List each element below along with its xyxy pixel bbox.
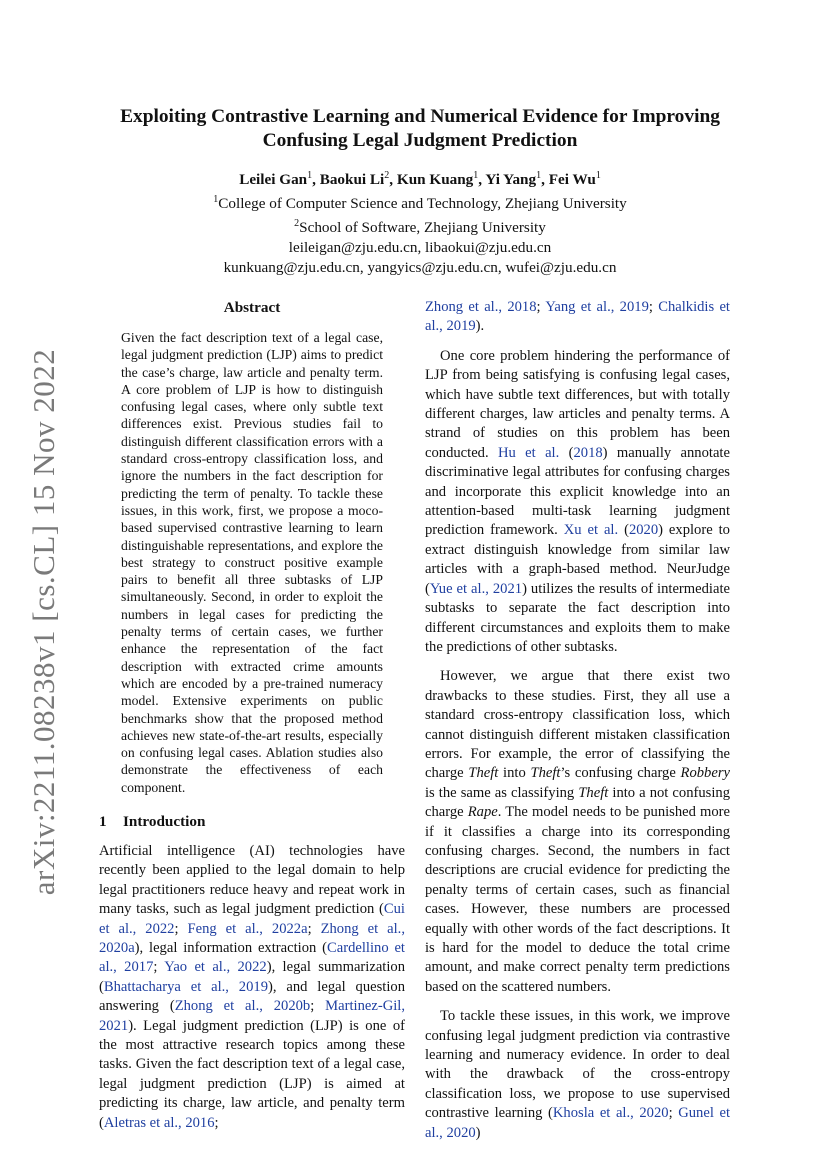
italic-term: Rape <box>467 804 498 821</box>
author-name: Yi Yang <box>485 171 537 189</box>
intro-paragraph-3 <box>425 667 730 997</box>
text-run: ; <box>214 1114 219 1131</box>
citation-link[interactable]: Zhong et al., 2018 <box>425 299 537 315</box>
text-run: ). <box>475 318 485 335</box>
citation-link[interactable]: Gunel et al., 2020 <box>425 1105 731 1141</box>
text-run: is the same as classifying <box>425 784 579 801</box>
affiliation-1-sup: 1 <box>213 194 219 206</box>
italic-term: Theft <box>468 765 499 782</box>
text-run: ( <box>618 522 629 539</box>
text-run: ( <box>559 444 574 461</box>
citation-link[interactable]: Yang et al., 2019 <box>545 299 649 315</box>
text-run: However, we argue that there exist two drawbacks to these studies. First, they all use a standard cross-entropy classification loss, which cannot distinguish different mistaken classification errors. For example, the error of classifying the charge <box>425 668 730 782</box>
citation-link[interactable]: Cardellino et al., 2017 <box>99 940 405 976</box>
arxiv-sidebar <box>22 348 66 896</box>
email-line-1: leileigan@zju.edu.cn, libaokui@zju.edu.cn <box>288 239 552 257</box>
author-separator: , <box>312 171 320 189</box>
author-name: Leilei Gan <box>239 171 308 189</box>
text-run: ), and legal question answering ( <box>99 978 405 1015</box>
author-name: Kun Kuang <box>396 171 474 189</box>
text-run: into <box>498 765 531 782</box>
citation-link[interactable]: Hu et al. <box>497 444 560 461</box>
text-run: ). Legal judgment prediction (LJP) is one of the most attractive research topics among these tasks. Given the fact description text of a legal case, legal judgment prediction (LJP) is aimed at predicting its charge, law article, and penalty term ( <box>99 1017 405 1131</box>
text-run: ; <box>668 1105 679 1122</box>
text-run: . The model needs to be punished more if it classifies a charge into its corresponding confusing charges. Second, the numbers in fact descriptions are crucial evidence for predicting the penalty terms of certain cases, such as financial cases. However, these numbers are processed equally with other words of the fact descriptions. It is hard for the model to deduce the total crime amount, and make correct penalty term predictions based on the scattered numbers. <box>425 804 731 995</box>
italic-term: Robbery <box>680 765 730 782</box>
left-column <box>99 298 405 1133</box>
section-number: 1 <box>99 813 107 831</box>
citation-link[interactable]: Zhong et al., 2020b <box>174 998 311 1015</box>
citation-link[interactable]: Aletras et al., 2016 <box>103 1114 215 1131</box>
abstract-heading: Abstract <box>223 299 281 316</box>
affiliation-1-text: College of Computer Science and Technology, Zhejiang University <box>218 195 627 213</box>
citation-link[interactable]: Feng et al., 2022a <box>187 920 308 937</box>
right-column <box>425 298 730 1143</box>
text-run: ; <box>307 920 321 937</box>
author-name: Baokui Li <box>319 171 385 189</box>
author-affiliation-sup: 1 <box>307 170 313 181</box>
section-heading-introduction <box>99 812 405 832</box>
text-run: Artificial intelligence (AI) technologies have recently been applied to the legal domain to help legal practitioners reduce heavy and repeat work in many tasks, such as legal judgment prediction ( <box>99 843 405 918</box>
author-block <box>90 166 750 278</box>
affiliation-1 <box>90 190 750 214</box>
citation-link[interactable]: Cui et al., 2022 <box>99 901 405 937</box>
text-run: ’s confusing charge <box>560 765 681 782</box>
citation-link[interactable]: Chalkidis et al., 2019 <box>425 299 730 335</box>
intro-paragraph-2 <box>425 347 730 658</box>
author-affiliation-sup: 1 <box>473 170 479 181</box>
author-affiliation-sup: 2 <box>384 170 390 181</box>
citation-link[interactable]: Yao et al., 2022 <box>164 959 267 976</box>
text-run: To tackle these issues, in this work, we improve confusing legal judgment prediction via contrastive learning and numeracy evidence. In order to deal with the drawback of the cross-entropy classification loss, we propose to use supervised contrastive learning ( <box>425 1008 730 1122</box>
text-run: ), legal summarization ( <box>99 959 405 995</box>
text-run: ; <box>648 299 659 315</box>
citation-link[interactable]: 2020 <box>628 522 659 539</box>
title-line-2: Confusing Legal Judgment Prediction <box>262 130 578 151</box>
text-run: ), legal information extraction ( <box>134 940 328 957</box>
citation-link[interactable]: Xu et al. <box>563 522 619 539</box>
intro-paragraph-1-continued <box>425 298 730 337</box>
author-affiliation-sup: 1 <box>595 170 601 181</box>
italic-term: Theft <box>578 784 609 801</box>
affiliation-2-sup: 2 <box>294 218 300 230</box>
citation-link[interactable]: 2018 <box>573 444 603 461</box>
arxiv-identifier: arXiv:2211.08238v1 [cs.CL] 15 Nov 2022 <box>26 348 61 896</box>
affiliation-2-text: School of Software, Zhejiang University <box>299 219 546 237</box>
text-run: ) explore to extract distinguish knowledge from similar law articles with a graph-based method. NeurJudge ( <box>425 522 730 597</box>
abstract-body: Given the fact description text of a legal case, legal judgment prediction (LJP) aims to predict the case’s charge, law article and penalty term. A core problem of LJP is how to distinguish confusing legal cases, where only subtle text differences exist. Previous studies fail to distinguish different classification errors with a standard cross-entropy classification loss, and ignore the numbers in the fact description for predicting the term of penalty. To tackle these issues, in this work, first, we propose a moco-based supervised contrastive learning to learn distinguishable representations, and explore the best strategy to construct positive example pairs to benefit all three subtasks of LJP simultaneously. Second, in order to exploit the numbers in legal cases for predicting the penalty terms of certain cases, we further enhance the representation of the fact description with extracted crime amounts which are encoded by a pre-trained numeracy model. Extensive experiments on public benchmarks show that the proposed method achieves new state-of-the-art results, especially on confusing legal cases. Ablation studies also demonstrate the effectiveness of each component. <box>121 330 383 795</box>
text-run: ; <box>310 998 326 1015</box>
citation-link[interactable]: Khosla et al., 2020 <box>552 1105 669 1122</box>
author-separator: , <box>389 171 397 189</box>
intro-paragraph-1 <box>99 842 405 1133</box>
italic-term: Theft <box>530 765 561 782</box>
author-separator: , <box>541 171 549 189</box>
section-title: Introduction <box>123 813 206 831</box>
text-run: into a not confusing charge <box>425 784 730 821</box>
citation-link[interactable]: Martinez-Gil, 2021 <box>99 998 405 1034</box>
title-line-1: Exploiting Contrastive Learning and Numerical Evidence for Improving <box>120 106 720 127</box>
citation-link[interactable]: Zhong et al., 2020a <box>99 920 405 957</box>
author-separator: , <box>478 171 486 189</box>
author-names <box>90 166 750 190</box>
text-run: ) utilizes the results of intermediate subtasks to separate the fact description into different circumstances and exploits them to make the predictions of other subtasks. <box>425 580 730 655</box>
citation-link[interactable]: Yue et al., 2021 <box>429 580 523 597</box>
author-affiliation-sup: 1 <box>536 170 542 181</box>
text-run: One core problem hindering the performance of LJP from being satisfying is confusing legal cases, which have subtle text differences, but with totally different charges, law articles and penalty terms. A strand of studies on this problem has been conducted. <box>425 347 730 461</box>
intro-paragraph-4 <box>425 1007 730 1143</box>
text-run: ; <box>153 959 165 976</box>
text-run: ; <box>536 299 546 315</box>
author-name: Fei Wu <box>548 171 596 189</box>
text-run: ) manually annotate discriminative legal attributes for confusing charges and incorporate this explicit knowledge into an attention-based multi-task learning judgment prediction framework. <box>425 444 730 539</box>
affiliation-2 <box>90 214 750 238</box>
text-run: ) <box>475 1124 481 1141</box>
citation-link[interactable]: Bhattacharya et al., 2019 <box>103 978 268 995</box>
email-line-2: kunkuang@zju.edu.cn, yangyics@zju.edu.cn, wufei@zju.edu.cn <box>223 259 617 277</box>
paper-title <box>90 105 750 153</box>
text-run: ; <box>174 920 188 937</box>
